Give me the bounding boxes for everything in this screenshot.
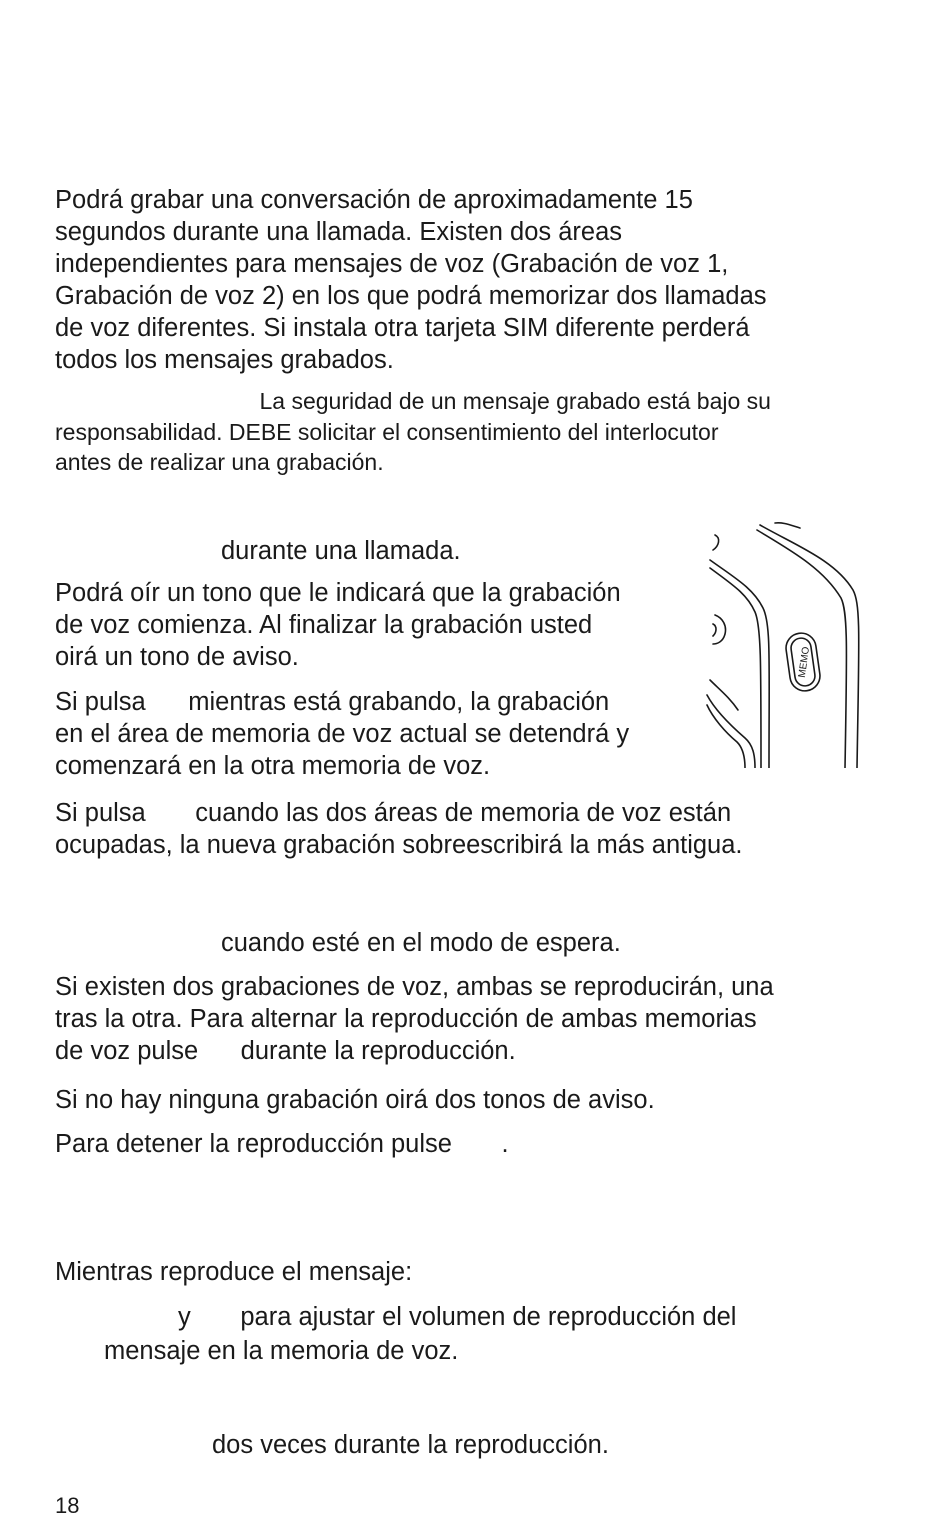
phone-memo-button-illustration xyxy=(705,520,865,768)
delete-instruction: dos veces durante la reproducción. xyxy=(212,1431,609,1459)
record-overwrite-paragraph: Si pulsa cuando las dos áreas de memoria de voz están ocupadas, la nueva grabación sobreescribirá la más antigua. xyxy=(55,799,743,859)
volume-item-line2: mensaje en la memoria de voz. xyxy=(104,1337,459,1365)
record-tone-paragraph: Podrá oír un tono que le indicará que la grabación de voz comienza. Al finalizar la grabación usted oirá un tono de aviso. xyxy=(55,579,621,671)
volume-intro: Mientras reproduce el mensaje: xyxy=(55,1258,413,1286)
security-note: La seguridad de un mensaje grabado está bajo su responsabilidad. DEBE solicitar el consentimiento del interlocutor antes de realizar una grabación. xyxy=(55,388,771,475)
page-number: 18 xyxy=(55,1493,80,1518)
record-instruction: durante una llamada. xyxy=(221,537,461,565)
record-switch-paragraph: Si pulsa mientras está grabando, la grabación en el área de memoria de voz actual se detendrá y comenzará en la otra memoria de voz. xyxy=(55,688,630,780)
playback-stop-paragraph: Para detener la reproducción pulse . xyxy=(55,1130,509,1158)
playback-none-paragraph: Si no hay ninguna grabación oirá dos tonos de aviso. xyxy=(55,1086,655,1114)
memo-button-label: MEMO xyxy=(796,646,813,679)
playback-instruction: cuando esté en el modo de espera. xyxy=(221,929,621,957)
playback-both-paragraph: Si existen dos grabaciones de voz, ambas se reproducirán, una tras la otra. Para alternar la reproducción de ambas memorias de voz pulse durante la reproducción. xyxy=(55,973,774,1065)
intro-paragraph: Podrá grabar una conversación de aproximadamente 15 segundos durante una llamada. Existen dos áreas independientes para mensajes de voz (Grabación de voz 1, Grabación de voz 2) en los que podrá memorizar dos llamadas de voz diferentes. Si instala otra tarjeta SIM diferente perderá todos los mensajes grabados. xyxy=(55,186,767,374)
volume-item-line1: y para ajustar el volumen de reproducción del xyxy=(178,1303,737,1331)
